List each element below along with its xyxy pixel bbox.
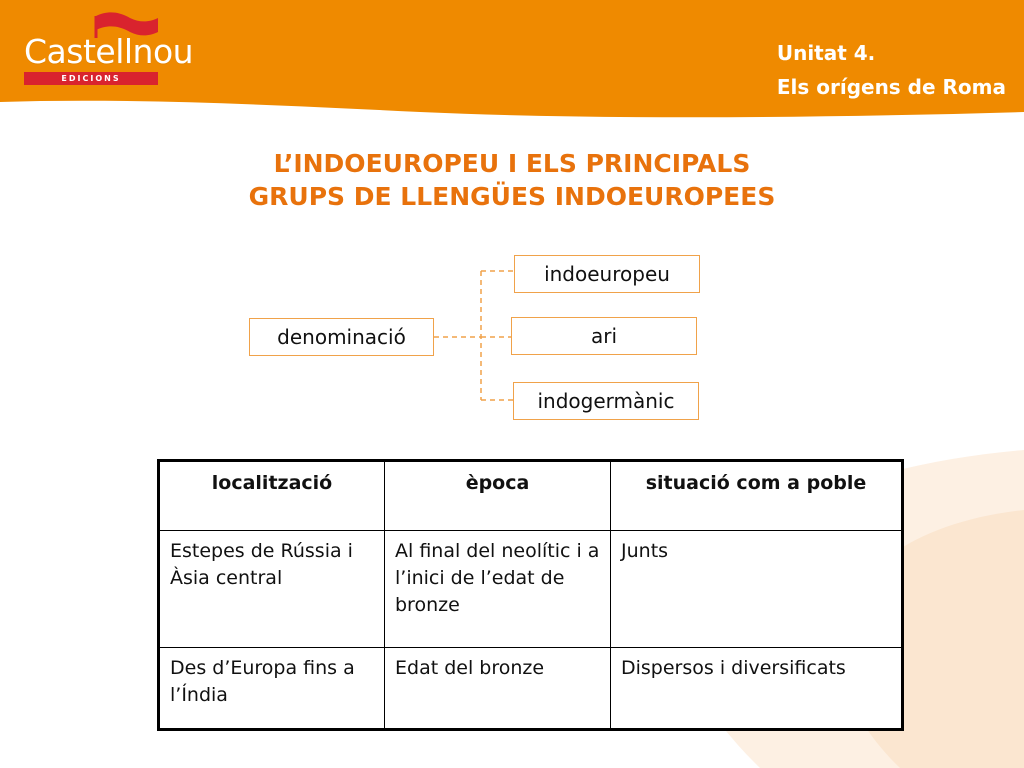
- diagram-branch-indogermanic: indogermànic: [513, 382, 699, 420]
- info-table: [157, 459, 904, 731]
- table-row: [159, 531, 903, 648]
- unit-number: Unitat 4.: [776, 41, 876, 65]
- table-header-row: [159, 461, 903, 531]
- publisher-logo: [22, 10, 194, 83]
- slide-title-line-2: GRUPS DE LLENGÜES INDOEUROPEES: [248, 182, 776, 211]
- table-cell: Dispersos i diversificats: [611, 648, 903, 730]
- logo-sub-text: EDICIONS: [24, 72, 158, 85]
- diagram-branch-ari: ari: [511, 317, 697, 355]
- diagram-branch-indoeuropeu: indoeuropeu: [514, 255, 700, 293]
- diagram-root-box: denominació: [249, 318, 434, 356]
- slide-title-line-1: L’INDOEUROPEU I ELS PRINCIPALS: [273, 149, 751, 178]
- table-cell: Al final del neolític i a l’inici de l’edat de bronze: [385, 531, 611, 648]
- table-header-localitzacio: localització: [159, 461, 385, 531]
- unit-title: [777, 36, 1006, 104]
- unit-subtitle: Els orígens de Roma: [776, 75, 1006, 99]
- table-cell: Edat del bronze: [385, 648, 611, 730]
- slide-title: [0, 147, 1024, 213]
- table-cell: Junts: [611, 531, 903, 648]
- table-cell: Estepes de Rússia i Àsia central: [159, 531, 385, 648]
- table-header-situacio: situació com a poble: [611, 461, 903, 531]
- logo-brand-text: Castellnou: [24, 32, 194, 71]
- table-cell: Des d’Europa fins a l’Índia: [159, 648, 385, 730]
- table-header-epoca: època: [385, 461, 611, 531]
- table-row: [159, 648, 903, 730]
